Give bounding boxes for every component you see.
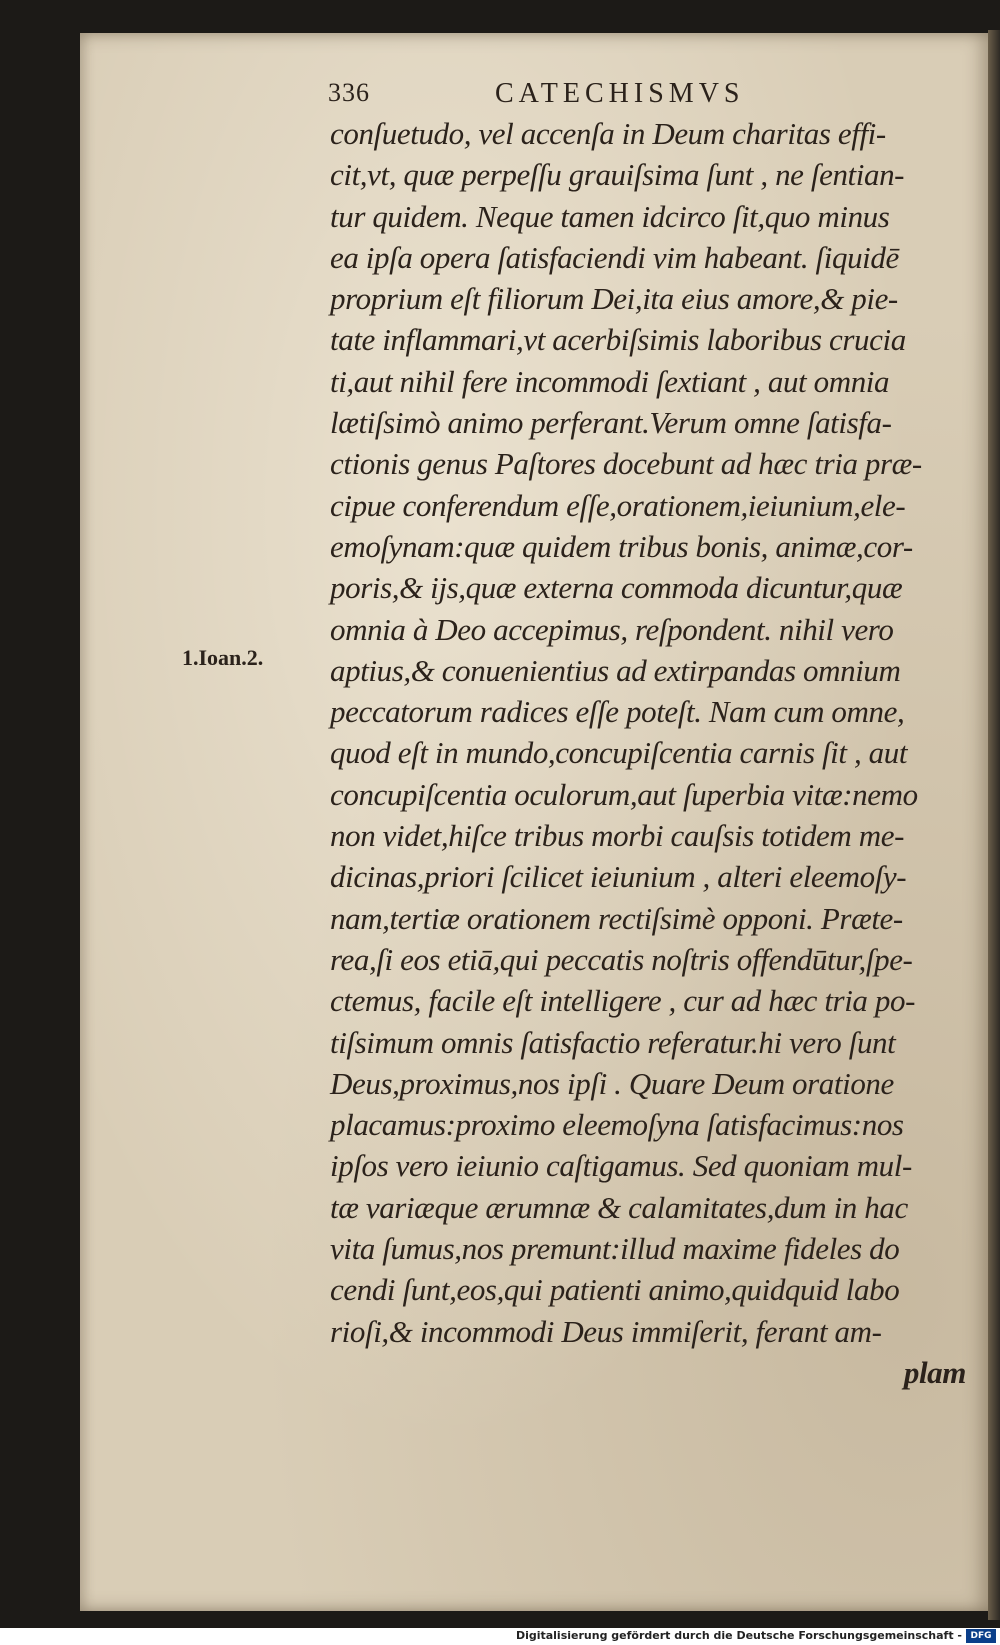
page-edge [988, 30, 1000, 1620]
text-line: cit,vt, quæ perpeſſu grauiſsima ſunt , ne ſentian- [330, 157, 905, 193]
text-line: ti,aut nihil fere incommodi ſextiant , aut omnia [330, 363, 890, 399]
dfg-logo: DFG [966, 1629, 996, 1643]
text-line: omnia à Deo accepimus, reſpondent. nihil vero [330, 611, 894, 647]
text-line: quod eſt in mundo,concupiſcentia carnis ſit , aut [330, 735, 908, 771]
text-line: ctemus, facile eſt intelligere , cur ad hæc tria po- [330, 983, 916, 1019]
text-line: tæ variæque ærumnæ & calamitates,dum in hac [330, 1189, 908, 1225]
text-line: tate inflammari,vt acerbiſsimis laboribus crucia [330, 322, 906, 358]
text-line: aptius,& conuenientius ad extirpandas omnium [330, 652, 901, 688]
text-line: rioſi,& incommodi Deus immiſerit, ferant am- [330, 1313, 882, 1349]
text-line: lætiſsimò animo perferant.Verum omne ſatisfa- [330, 405, 892, 441]
text-line: emoſynam:quæ quidem tribus bonis, animæ,cor- [330, 528, 913, 564]
text-line: tur quidem. Neque tamen idcirco ſit,quo minus [330, 198, 890, 234]
text-line: ctionis genus Paſtores docebunt ad hæc tria præ- [330, 446, 922, 482]
margin-reference: 1.Ioan.2. [182, 645, 264, 670]
text-line: conſuetudo, vel accenſa in Deum charitas effi- [330, 116, 886, 151]
text-line: tiſsimum omnis ſatisfactio referatur.hi vero ſunt [330, 1024, 896, 1060]
text-line: rea,ſi eos etiā,qui peccatis noſtris offendūtur,ſpe- [330, 941, 913, 977]
page-number: 336 [328, 78, 370, 107]
text-line: ea ipſa opera ſatisfaciendi vim habeant. ſiquidē [330, 239, 899, 275]
running-title: CATECHISMVS [495, 78, 745, 109]
text-line: vita ſumus,nos premunt:illud maxime fideles do [330, 1231, 900, 1267]
footer-credit: Digitalisierung gefördert durch die Deutsche Forschungsgemeinschaft - [515, 1629, 962, 1642]
text-line: nam,tertiæ orationem rectiſsimè opponi. Præte- [330, 900, 903, 936]
text-line: dicinas,priori ſcilicet ieiunium , alteri eleemoſy- [330, 859, 907, 895]
body-text [330, 113, 980, 1393]
text-line: non videt,hiſce tribus morbi cauſsis totidem me- [330, 818, 905, 854]
text-line: ipſos vero ieiunio caſtigamus. Sed quoniam mul- [330, 1148, 912, 1184]
catchword: plam [903, 1354, 966, 1390]
text-line: proprium eſt filiorum Dei,ita eius amore,& pie- [330, 281, 898, 317]
footer-bar [0, 1628, 1000, 1645]
text-line: cendi ſunt,eos,qui patienti animo,quidquid labo [330, 1272, 900, 1308]
text-line: concupiſcentia oculorum,aut ſuperbia vitæ:nemo [330, 776, 918, 812]
text-line: placamus:proximo eleemoſyna ſatisfacimus:nos [330, 1107, 904, 1143]
running-head [328, 78, 788, 118]
text-line: Deus,proximus,nos ipſi . Quare Deum oratione [330, 1065, 894, 1101]
text-line: cipue conferendum eſſe,orationem,ieiunium,ele- [330, 487, 906, 523]
text-line: poris,& ijs,quæ externa commoda dicuntur,quæ [330, 570, 903, 606]
text-line: peccatorum radices eſſe poteſt. Nam cum omne, [330, 694, 905, 730]
